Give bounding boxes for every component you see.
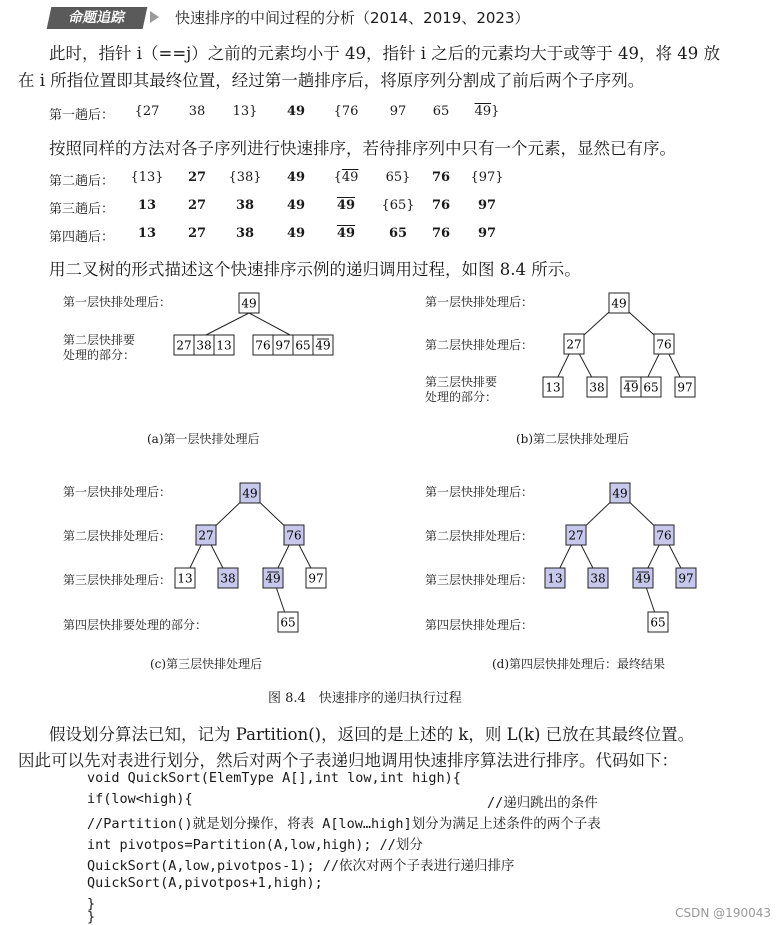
- partition-line-2: 因此可以先对表进行划分，然后对两个子表递归地调用快速排序算法进行排序。代码如下：: [18, 751, 678, 770]
- fig-c-caption: (c)第三层快排处理后: [150, 657, 263, 671]
- fig-b-label-l2: 第二层快排处理后：: [425, 338, 534, 352]
- pass4-cell: 38: [235, 226, 255, 241]
- fig-c-label-l3: 第三层快排处理后：: [63, 573, 172, 587]
- pass3-cell: 97: [477, 198, 497, 213]
- fig-a-tree: [174, 293, 333, 355]
- middle-text: 按照同样的方法对各子序列进行快速排序，若待排序列中只有一个元素，显然已有序。: [49, 139, 676, 158]
- tree-node-label: 97: [308, 571, 324, 586]
- fig-d-label-l2: 第二层快排处理后：: [425, 529, 534, 543]
- pass1-cell: 49: [286, 104, 306, 119]
- group-cell-label: 49: [315, 338, 331, 353]
- code-line-1: void QuickSort(ElemType A[],int low,int high){: [87, 770, 461, 786]
- tree-node-label: 13: [177, 571, 193, 586]
- pass2-cell: {38}: [228, 170, 262, 185]
- pass4-label: 第四趟后：: [49, 230, 115, 245]
- tree-node-label: 38: [220, 571, 236, 586]
- fig-d-tree: [545, 483, 696, 632]
- pass1-label: 第一趟后：: [49, 108, 115, 123]
- pass1-cell: 38: [188, 104, 206, 119]
- fig-a-label-l2b: 处理的部分：: [63, 348, 136, 362]
- partition-line-1: 假设划分算法已知，记为 Partition()，返回的是上述的 k，则 L(k) 已放在其最终位置。: [49, 725, 695, 744]
- pass3-cell: 49: [286, 198, 306, 213]
- fig-a-label-l1: 第一层快排处理后：: [63, 295, 172, 309]
- watermark: CSDN @190043: [675, 906, 771, 920]
- tree-node-label: 97: [677, 380, 693, 395]
- pass4-cell: 65: [388, 226, 408, 241]
- pass4-cell: 49: [336, 226, 356, 241]
- pass3-label: 第三趟后：: [49, 202, 115, 217]
- tree-node-label: 49: [611, 296, 627, 311]
- pass2-cell: 65}: [385, 170, 411, 185]
- tree-node-label: 27: [568, 528, 584, 543]
- tree-edge: [249, 313, 292, 336]
- tree-node-label: 49: [612, 486, 628, 501]
- tree-node-label: 49: [242, 486, 258, 501]
- tree-node-label: 27: [566, 337, 582, 352]
- tree-node-label: 65: [280, 615, 296, 630]
- pass3-cell: 76: [431, 198, 451, 213]
- group-cell-label: 76: [255, 338, 271, 353]
- pass4-cell: 27: [187, 226, 207, 241]
- tree-edge: [204, 313, 249, 336]
- code-line-8: }: [87, 909, 96, 925]
- pass3-cell: 49: [336, 198, 356, 213]
- fig-d-caption: (d)第四层快排处理后：最终结果: [492, 657, 666, 671]
- pass3-cell: {65}: [381, 198, 415, 213]
- fig-a-label-l2a: 第二层快排要: [63, 333, 136, 347]
- intro-line-1: 此时，指针 i（==j）之前的元素均小于 49，指针 i 之后的元素均大于或等于 49，将 49 放: [49, 44, 721, 63]
- tree-intro: 用二叉树的形式描述这个快速排序示例的递归调用过程，如图 8.4 所示。: [49, 260, 581, 279]
- group-cell-label: 49: [623, 380, 639, 395]
- fig-c-tree: [175, 483, 326, 632]
- pass2-cell: 76: [431, 170, 451, 185]
- fig-a-caption: (a)第一层快排处理后: [147, 432, 260, 446]
- tree-node-label: 49: [265, 571, 281, 586]
- intro-line-2: 在 i 所指位置即其最终位置，经过第一趟排序后，将原序列分割成了前后两个子序列。: [18, 71, 645, 90]
- pass3-cell: 27: [187, 198, 207, 213]
- pass1-cell: 65: [432, 104, 450, 119]
- tree-node-label: 38: [589, 380, 605, 395]
- pass4-cell: 76: [431, 226, 451, 241]
- fig-b-label-l3b: 处理的部分：: [425, 390, 498, 404]
- code-line-2: if(low<high){: [87, 791, 193, 807]
- group-cell-label: 97: [275, 338, 291, 353]
- pass2-cell: {97}: [470, 170, 504, 185]
- group-cell-label: 38: [196, 338, 212, 353]
- pass2-cell: {13}: [130, 170, 164, 185]
- group-cell-label: 65: [295, 338, 311, 353]
- pass3-cell: 13: [137, 198, 157, 213]
- section-title: 快速排序的中间过程的分析（2014、2019、2023）: [175, 9, 530, 27]
- group-cell-label: 65: [643, 380, 659, 395]
- pass2-cell: {49: [333, 170, 359, 185]
- fig-d-label-l1: 第一层快排处理后：: [425, 485, 534, 499]
- tree-node-label: 49: [635, 571, 651, 586]
- pass1-cell: {27: [134, 104, 160, 119]
- fig-c-label-l4: 第四层快排要处理的部分：: [63, 618, 208, 632]
- pass1-cell: 13}: [232, 104, 258, 119]
- pass1-cell: 97: [389, 104, 407, 119]
- figure-caption: 图 8.4 快速排序的递归执行过程: [268, 691, 462, 706]
- pass2-cell: 27: [187, 170, 207, 185]
- fig-d-label-l4: 第四层快排处理后：: [425, 618, 534, 632]
- group-cell-label: 27: [176, 338, 192, 353]
- tree-node-label: 76: [656, 528, 672, 543]
- pass2-cell: 49: [286, 170, 306, 185]
- code-line-7: }: [87, 896, 96, 912]
- fig-d-label-l3: 第三层快排处理后：: [425, 573, 534, 587]
- fig-b-caption: (b)第二层快排处理后: [516, 432, 630, 446]
- fig-c-label-l1: 第一层快排处理后：: [63, 485, 172, 499]
- topic-badge: 命题追踪: [47, 7, 148, 29]
- tree-node-label: 97: [678, 571, 694, 586]
- pass4-cell: 13: [137, 226, 157, 241]
- group-cell-label: 13: [216, 338, 232, 353]
- pass4-cell: 49: [286, 226, 306, 241]
- pass1-cell: 49}: [474, 104, 500, 119]
- tree-node-label: 27: [198, 528, 214, 543]
- code-line-3: //Partition()就是划分操作，将表 A[low…high]划分为满足上述条件的两个子表: [87, 816, 601, 832]
- tree-node-label: 38: [590, 571, 606, 586]
- pass4-cell: 97: [477, 226, 497, 241]
- tree-node-label: 76: [286, 528, 302, 543]
- fig-c-label-l2: 第二层快排处理后：: [63, 529, 172, 543]
- tree-node-label: 65: [650, 615, 666, 630]
- code-line-5: QuickSort(A,low,pivotpos-1); //依次对两个子表进行递归排序: [87, 858, 515, 874]
- pass1-cell: {76: [333, 104, 359, 119]
- code-line-4: int pivotpos=Partition(A,low,high); //划分: [87, 837, 423, 853]
- fig-b-label-l3a: 第三层快排要: [425, 375, 498, 389]
- tree-node-label: 13: [545, 380, 561, 395]
- code-comment-exit: //递归跳出的条件: [487, 795, 598, 811]
- pass2-label: 第二趟后：: [49, 174, 115, 189]
- fig-b-label-l1: 第一层快排处理后：: [425, 295, 534, 309]
- fig-b-tree: [543, 293, 695, 397]
- code-line-6: QuickSort(A,pivotpos+1,high);: [87, 875, 323, 891]
- tree-node-label: 49: [241, 296, 257, 311]
- pass3-cell: 38: [235, 198, 255, 213]
- tree-node-label: 76: [656, 337, 672, 352]
- tree-node-label: 13: [547, 571, 563, 586]
